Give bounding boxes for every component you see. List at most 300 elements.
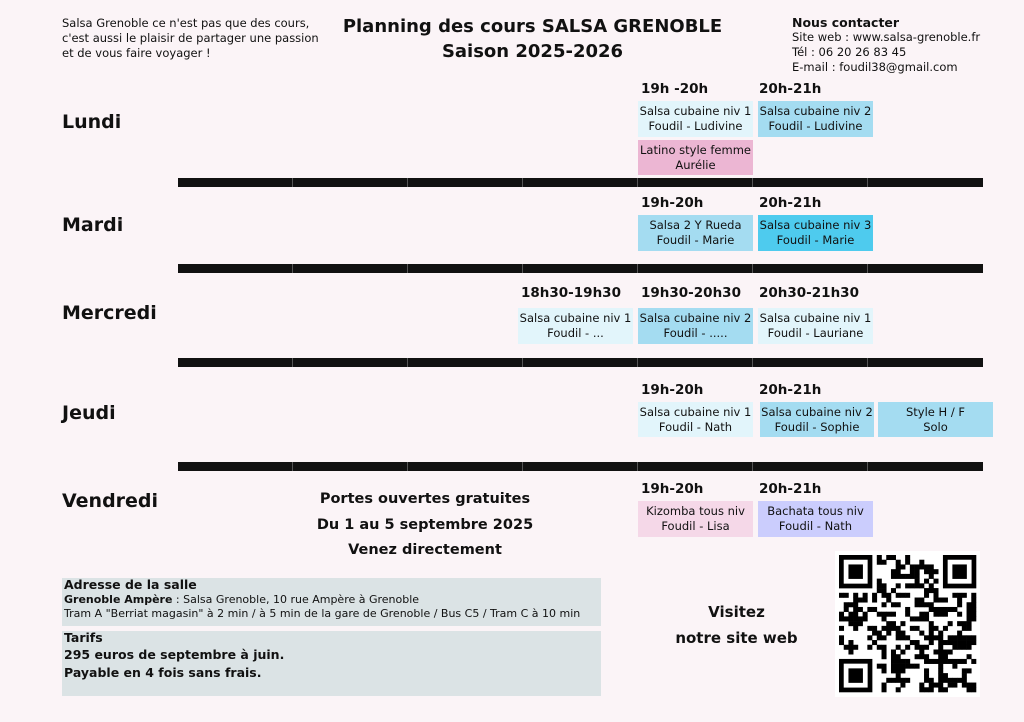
qr-module bbox=[863, 593, 868, 598]
qr-module bbox=[891, 654, 896, 659]
qr-module bbox=[891, 626, 896, 631]
qr-module bbox=[948, 607, 953, 612]
qr-module bbox=[915, 602, 920, 607]
qr-module bbox=[967, 602, 972, 607]
divider-tick bbox=[637, 358, 638, 367]
qr-module bbox=[905, 574, 910, 579]
open-house-announcement: Portes ouvertes gratuites Du 1 au 5 septembre 2025 Venez directement bbox=[316, 491, 534, 558]
qr-module bbox=[967, 621, 972, 626]
qr-module bbox=[943, 659, 948, 664]
slot-vendredi-19h: 19h-20h bbox=[641, 481, 704, 497]
slot-mercredi-19h30: 19h30-20h30 bbox=[641, 285, 741, 301]
qr-module bbox=[848, 645, 853, 650]
qr-module bbox=[929, 621, 934, 626]
qr-module bbox=[882, 588, 887, 593]
qr-module bbox=[900, 635, 905, 640]
qr-module bbox=[886, 626, 891, 631]
course-box: Salsa cubaine niv 1 Foudil - Nath bbox=[638, 402, 753, 437]
divider-tick bbox=[752, 264, 753, 273]
qr-module bbox=[872, 640, 877, 645]
qr-module bbox=[844, 645, 849, 650]
qr-module bbox=[952, 640, 957, 645]
course-box: Style H / F Solo bbox=[878, 402, 993, 437]
qr-module bbox=[943, 598, 948, 603]
day-jeudi: Jeudi bbox=[62, 402, 116, 424]
qr-module bbox=[938, 687, 943, 692]
qr-module bbox=[952, 607, 957, 612]
qr-module bbox=[900, 564, 905, 569]
qr-module bbox=[839, 635, 844, 640]
qr-module bbox=[938, 640, 943, 645]
qr-module bbox=[910, 626, 915, 631]
divider-tick bbox=[407, 178, 408, 187]
qr-module bbox=[910, 583, 915, 588]
qr-module bbox=[900, 649, 905, 654]
qr-module bbox=[915, 569, 920, 574]
qr-module bbox=[853, 626, 858, 631]
qr-module bbox=[938, 598, 943, 603]
qr-module bbox=[858, 621, 863, 626]
slot-jeudi-19h: 19h-20h bbox=[641, 382, 704, 398]
qr-module bbox=[957, 635, 962, 640]
qr-code[interactable] bbox=[835, 551, 980, 697]
course-box: Salsa cubaine niv 1 Foudil - Lauriane bbox=[758, 308, 873, 344]
qr-module bbox=[933, 612, 938, 617]
qr-module bbox=[910, 574, 915, 579]
qr-module bbox=[891, 612, 896, 617]
qr-module bbox=[905, 635, 910, 640]
qr-module bbox=[886, 598, 891, 603]
qr-module bbox=[924, 635, 929, 640]
qr-module bbox=[844, 602, 849, 607]
qr-module bbox=[952, 683, 957, 688]
qr-module bbox=[971, 598, 976, 603]
qr-module bbox=[882, 616, 887, 621]
qr-module bbox=[929, 683, 934, 688]
qr-module bbox=[971, 593, 976, 598]
qr-module bbox=[971, 616, 976, 621]
slot-jeudi-20h: 20h-21h bbox=[759, 382, 822, 398]
qr-module bbox=[929, 574, 934, 579]
qr-module bbox=[938, 673, 943, 678]
divider-tick bbox=[292, 264, 293, 273]
divider-tick bbox=[407, 462, 408, 471]
qr-module bbox=[919, 631, 924, 636]
qr-module bbox=[952, 645, 957, 650]
qr-module bbox=[967, 668, 972, 673]
divider-tick bbox=[292, 358, 293, 367]
qr-module bbox=[905, 560, 910, 565]
qr-module bbox=[867, 635, 872, 640]
slot-mercredi-18h30: 18h30-19h30 bbox=[521, 285, 621, 301]
qr-module bbox=[882, 635, 887, 640]
qr-module bbox=[938, 678, 943, 683]
qr-module bbox=[962, 635, 967, 640]
qr-module bbox=[967, 607, 972, 612]
qr-module bbox=[957, 631, 962, 636]
divider-tick bbox=[867, 178, 868, 187]
qr-module bbox=[910, 664, 915, 669]
qr-module bbox=[896, 564, 901, 569]
divider-tick bbox=[522, 178, 523, 187]
qr-module bbox=[967, 616, 972, 621]
qr-module bbox=[952, 664, 957, 669]
qr-module bbox=[924, 645, 929, 650]
qr-module bbox=[957, 593, 962, 598]
divider-tick bbox=[637, 178, 638, 187]
qr-module bbox=[919, 612, 924, 617]
qr-module bbox=[863, 616, 868, 621]
divider-tick bbox=[867, 462, 868, 471]
qr-module bbox=[896, 673, 901, 678]
qr-module bbox=[943, 640, 948, 645]
divider-tick bbox=[867, 264, 868, 273]
qr-module bbox=[896, 631, 901, 636]
divider-tick bbox=[407, 264, 408, 273]
qr-module bbox=[915, 640, 920, 645]
qr-module bbox=[915, 645, 920, 650]
qr-module bbox=[933, 659, 938, 664]
qr-module bbox=[933, 649, 938, 654]
qr-module bbox=[915, 654, 920, 659]
slot-lundi-20h: 20h-21h bbox=[759, 81, 822, 97]
divider-tick bbox=[752, 462, 753, 471]
qr-module bbox=[853, 607, 858, 612]
qr-module bbox=[844, 607, 849, 612]
qr-module bbox=[929, 626, 934, 631]
qr-module bbox=[853, 621, 858, 626]
intro-text: Salsa Grenoble ce n'est pas que des cours, c'est aussi le plaisir de partager une passion et de vous faire voyager ! bbox=[62, 16, 319, 60]
qr-module bbox=[900, 574, 905, 579]
qr-module bbox=[957, 612, 962, 617]
qr-module bbox=[896, 593, 901, 598]
qr-module bbox=[929, 602, 934, 607]
qr-module bbox=[877, 583, 882, 588]
qr-module bbox=[886, 555, 891, 560]
qr-module bbox=[896, 574, 901, 579]
qr-module bbox=[905, 664, 910, 669]
qr-module bbox=[929, 635, 934, 640]
qr-module bbox=[848, 616, 853, 621]
qr-module bbox=[886, 593, 891, 598]
qr-module bbox=[943, 649, 948, 654]
qr-module bbox=[938, 612, 943, 617]
qr-module bbox=[971, 687, 976, 692]
qr-module bbox=[938, 664, 943, 669]
divider-bar bbox=[178, 178, 983, 187]
qr-module bbox=[891, 664, 896, 669]
qr-module bbox=[971, 640, 976, 645]
qr-module bbox=[929, 569, 934, 574]
qr-module bbox=[896, 654, 901, 659]
qr-module bbox=[938, 631, 943, 636]
qr-module bbox=[971, 602, 976, 607]
qr-module bbox=[915, 583, 920, 588]
divider-tick bbox=[407, 358, 408, 367]
qr-module bbox=[933, 569, 938, 574]
qr-module bbox=[919, 583, 924, 588]
qr-module bbox=[924, 616, 929, 621]
qr-module bbox=[848, 668, 862, 682]
qr-module bbox=[929, 687, 934, 692]
course-box: Bachata tous niv Foudil - Nath bbox=[758, 501, 873, 537]
qr-module bbox=[915, 664, 920, 669]
qr-module bbox=[924, 564, 929, 569]
qr-module bbox=[848, 602, 853, 607]
qr-module bbox=[924, 612, 929, 617]
qr-module bbox=[952, 678, 957, 683]
qr-module bbox=[896, 668, 901, 673]
course-box: Kizomba tous niv Foudil - Lisa bbox=[638, 501, 753, 537]
qr-module bbox=[948, 659, 953, 664]
qr-module bbox=[896, 602, 901, 607]
qr-module bbox=[910, 640, 915, 645]
qr-module bbox=[848, 564, 862, 578]
course-box: Salsa cubaine niv 3 Foudil - Marie bbox=[758, 215, 873, 251]
qr-module bbox=[905, 607, 910, 612]
qr-module bbox=[896, 664, 901, 669]
qr-module bbox=[863, 612, 868, 617]
qr-module bbox=[957, 602, 962, 607]
tarifs-panel: Tarifs 295 euros de septembre à juin. Payable en 4 fois sans frais. bbox=[62, 631, 601, 696]
address-panel: Adresse de la salle Grenoble Ampère : Salsa Grenoble, 10 rue Ampère à Grenoble Tram A "Berriat magasin" à 2 min / à 5 min de la gare de Grenoble / Bus C5 / Tram C à 10 min bbox=[62, 578, 601, 626]
qr-module bbox=[882, 687, 887, 692]
qr-module bbox=[948, 678, 953, 683]
qr-module bbox=[943, 654, 948, 659]
qr-module bbox=[948, 621, 953, 626]
qr-module bbox=[877, 635, 882, 640]
qr-module bbox=[919, 683, 924, 688]
qr-module bbox=[962, 683, 967, 688]
course-box: Salsa cubaine niv 2 Foudil - Sophie bbox=[760, 402, 874, 437]
qr-module bbox=[919, 616, 924, 621]
qr-module bbox=[891, 659, 896, 664]
qr-module bbox=[853, 645, 858, 650]
qr-module bbox=[938, 683, 943, 688]
qr-module bbox=[933, 593, 938, 598]
qr-module bbox=[872, 607, 877, 612]
qr-module bbox=[971, 635, 976, 640]
qr-module bbox=[886, 612, 891, 617]
qr-module bbox=[905, 645, 910, 650]
qr-module bbox=[882, 612, 887, 617]
contact-phone[interactable]: Tél : 06 20 26 83 45 bbox=[792, 45, 907, 59]
qr-module bbox=[967, 687, 972, 692]
qr-module bbox=[839, 616, 844, 621]
slot-mardi-19h: 19h-20h bbox=[641, 195, 704, 211]
qr-module bbox=[882, 683, 887, 688]
qr-module bbox=[938, 635, 943, 640]
qr-module bbox=[967, 683, 972, 688]
qr-module bbox=[962, 593, 967, 598]
qr-module bbox=[933, 579, 938, 584]
qr-module bbox=[905, 583, 910, 588]
qr-module bbox=[919, 560, 924, 565]
qr-module bbox=[938, 645, 943, 650]
qr-code-graphic bbox=[835, 551, 980, 697]
qr-module bbox=[943, 678, 948, 683]
divider-tick bbox=[637, 462, 638, 471]
qr-module bbox=[924, 687, 929, 692]
qr-module bbox=[948, 683, 953, 688]
divider-tick bbox=[637, 264, 638, 273]
qr-module bbox=[891, 555, 896, 560]
qr-module bbox=[962, 668, 967, 673]
qr-module bbox=[867, 607, 872, 612]
qr-module bbox=[915, 626, 920, 631]
qr-module bbox=[933, 598, 938, 603]
qr-module bbox=[929, 640, 934, 645]
qr-module bbox=[877, 645, 882, 650]
divider-tick bbox=[522, 264, 523, 273]
qr-module bbox=[877, 664, 882, 669]
qr-module bbox=[924, 678, 929, 683]
tarifs-heading: Tarifs bbox=[64, 630, 103, 645]
qr-module bbox=[915, 579, 920, 584]
qr-module bbox=[891, 649, 896, 654]
qr-module bbox=[915, 616, 920, 621]
qr-module bbox=[952, 564, 966, 578]
qr-module bbox=[943, 612, 948, 617]
qr-module bbox=[900, 621, 905, 626]
qr-module bbox=[943, 673, 948, 678]
qr-module bbox=[938, 654, 943, 659]
qr-module bbox=[882, 583, 887, 588]
qr-module bbox=[839, 626, 844, 631]
qr-module bbox=[905, 659, 910, 664]
divider-bar bbox=[178, 358, 983, 367]
qr-module bbox=[848, 621, 853, 626]
qr-module bbox=[962, 626, 967, 631]
course-box: Salsa 2 Y Rueda Foudil - Marie bbox=[638, 215, 753, 251]
qr-module bbox=[900, 664, 905, 669]
qr-module bbox=[896, 645, 901, 650]
day-vendredi: Vendredi bbox=[62, 490, 159, 512]
qr-module bbox=[882, 668, 887, 673]
qr-module bbox=[896, 560, 901, 565]
qr-module bbox=[938, 659, 943, 664]
qr-module bbox=[872, 631, 877, 636]
qr-module bbox=[891, 621, 896, 626]
qr-module bbox=[872, 626, 877, 631]
qr-module bbox=[839, 593, 844, 598]
qr-module bbox=[877, 579, 882, 584]
qr-module bbox=[962, 659, 967, 664]
qr-module bbox=[943, 626, 948, 631]
course-box: Salsa cubaine niv 1 Foudil - ... bbox=[518, 308, 633, 344]
qr-module bbox=[853, 612, 858, 617]
page-title: Planning des cours SALSA GRENOBLE Saison 2025-2026 bbox=[342, 16, 723, 62]
qr-module bbox=[877, 560, 882, 565]
qr-module bbox=[891, 678, 896, 683]
slot-lundi-19h: 19h -20h bbox=[641, 81, 709, 97]
qr-module bbox=[962, 673, 967, 678]
qr-module bbox=[886, 621, 891, 626]
qr-module bbox=[924, 579, 929, 584]
day-lundi: Lundi bbox=[62, 111, 122, 133]
qr-module bbox=[924, 668, 929, 673]
divider-tick bbox=[867, 358, 868, 367]
qr-module bbox=[877, 631, 882, 636]
qr-module bbox=[877, 588, 882, 593]
qr-module bbox=[900, 659, 905, 664]
qr-module bbox=[924, 602, 929, 607]
qr-module bbox=[905, 678, 910, 683]
qr-module bbox=[896, 635, 901, 640]
qr-module bbox=[872, 593, 877, 598]
qr-module bbox=[938, 668, 943, 673]
qr-module bbox=[882, 602, 887, 607]
qr-module bbox=[962, 645, 967, 650]
qr-module bbox=[929, 631, 934, 636]
qr-module bbox=[900, 683, 905, 688]
qr-module bbox=[844, 593, 849, 598]
qr-module bbox=[900, 668, 905, 673]
divider-tick bbox=[752, 178, 753, 187]
divider-tick bbox=[522, 462, 523, 471]
qr-module bbox=[971, 659, 976, 664]
qr-module bbox=[867, 645, 872, 650]
qr-module bbox=[900, 631, 905, 636]
qr-module bbox=[848, 640, 853, 645]
qr-module bbox=[933, 635, 938, 640]
qr-module bbox=[891, 588, 896, 593]
qr-module bbox=[882, 560, 887, 565]
qr-module bbox=[919, 602, 924, 607]
qr-module bbox=[952, 635, 957, 640]
qr-module bbox=[877, 555, 882, 560]
qr-module bbox=[919, 654, 924, 659]
qr-module bbox=[948, 635, 953, 640]
qr-module bbox=[924, 569, 929, 574]
qr-module bbox=[962, 621, 967, 626]
qr-module bbox=[891, 668, 896, 673]
qr-module bbox=[943, 687, 948, 692]
qr-module bbox=[910, 616, 915, 621]
qr-module bbox=[967, 654, 972, 659]
course-box: Latino style femme Aurélie bbox=[638, 140, 753, 175]
slot-mardi-20h: 20h-21h bbox=[759, 195, 822, 211]
qr-module bbox=[896, 569, 901, 574]
qr-module bbox=[957, 645, 962, 650]
course-box: Salsa cubaine niv 2 Foudil - ..... bbox=[638, 308, 753, 344]
qr-module bbox=[924, 654, 929, 659]
qr-module bbox=[924, 593, 929, 598]
qr-module bbox=[858, 607, 863, 612]
qr-module bbox=[863, 598, 868, 603]
address-heading: Adresse de la salle bbox=[64, 577, 197, 592]
qr-module bbox=[943, 607, 948, 612]
qr-module bbox=[924, 588, 929, 593]
contact-web[interactable]: Site web : www.salsa-grenoble.fr bbox=[792, 30, 981, 44]
visit-website-text: Visitez notre site web bbox=[675, 603, 798, 647]
contact-email[interactable]: E-mail : foudil38@gmail.com bbox=[792, 60, 958, 74]
qr-module bbox=[853, 616, 858, 621]
qr-module bbox=[948, 649, 953, 654]
qr-module bbox=[896, 659, 901, 664]
qr-module bbox=[896, 687, 901, 692]
qr-module bbox=[971, 607, 976, 612]
slot-vendredi-20h: 20h-21h bbox=[759, 481, 822, 497]
qr-module bbox=[915, 564, 920, 569]
qr-module bbox=[839, 640, 844, 645]
qr-module bbox=[853, 602, 858, 607]
qr-module bbox=[896, 626, 901, 631]
qr-module bbox=[952, 593, 957, 598]
qr-module bbox=[967, 635, 972, 640]
divider-tick bbox=[522, 358, 523, 367]
qr-module bbox=[858, 616, 863, 621]
